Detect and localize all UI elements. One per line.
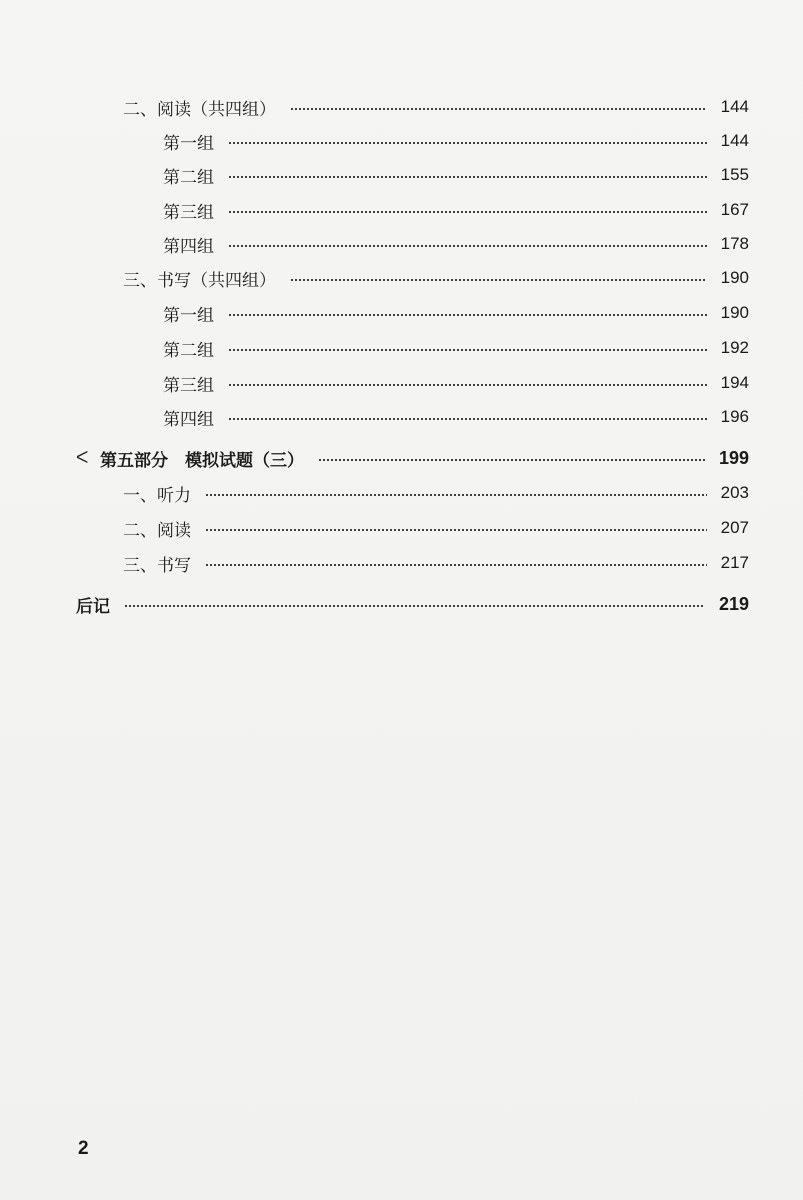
- toc-entry-label: 二、阅读: [123, 520, 191, 541]
- section-marker-icon: ᐸ: [76, 448, 89, 468]
- toc-entry-label: 第五部分 模拟试题（三）: [100, 450, 304, 471]
- toc-page-number: 144: [720, 97, 749, 116]
- toc-page-number: 190: [720, 303, 749, 322]
- toc-page-number: 217: [720, 553, 749, 572]
- toc-entry-part5-reading[interactable]: [123, 513, 749, 543]
- toc-entry-label: 一、听力: [123, 485, 191, 506]
- toc-entry-label: 三、书写（共四组）: [123, 270, 276, 291]
- toc-page-number: 167: [720, 200, 749, 219]
- toc-entry-reading-group-1[interactable]: [163, 126, 749, 156]
- toc-entry-reading-group-3[interactable]: [163, 195, 749, 225]
- toc-entry-label: 第一组: [163, 133, 214, 154]
- dot-leader: [318, 459, 705, 461]
- dot-leader: [228, 142, 707, 144]
- dot-leader: [228, 384, 707, 386]
- toc-entry-label: 后记: [76, 596, 110, 617]
- dot-leader: [228, 418, 707, 420]
- dot-leader: [228, 349, 707, 351]
- toc-entry-reading[interactable]: [123, 92, 749, 122]
- toc-entry-reading-group-4[interactable]: [163, 229, 749, 259]
- toc-page-number: 192: [720, 338, 749, 357]
- toc-entry-postscript[interactable]: [76, 589, 749, 619]
- dot-leader: [290, 108, 707, 110]
- toc-entry-label: 第三组: [163, 375, 214, 396]
- toc-page-number: 196: [720, 407, 749, 426]
- toc-entry-label: 第四组: [163, 409, 214, 430]
- toc-entry-label: 第二组: [163, 340, 214, 361]
- toc-page-number: 144: [720, 131, 749, 150]
- dot-leader: [205, 564, 707, 566]
- toc-page-number: 190: [720, 268, 749, 287]
- toc-entry-writing-group-1[interactable]: [163, 298, 749, 328]
- toc-entry-part5-writing[interactable]: [123, 548, 749, 578]
- toc-entry-reading-group-2[interactable]: [163, 160, 749, 190]
- toc-entry-writing-group-3[interactable]: [163, 368, 749, 398]
- toc-entry-label: 第三组: [163, 202, 214, 223]
- toc-entry-label: 第四组: [163, 236, 214, 257]
- toc-page-number: 199: [718, 447, 749, 468]
- toc-page-number: 194: [720, 373, 749, 392]
- toc-entry-writing-group-4[interactable]: [163, 402, 749, 432]
- toc-entry-writing-group-2[interactable]: [163, 333, 749, 363]
- dot-leader: [290, 279, 707, 281]
- dot-leader: [124, 605, 705, 607]
- toc-page-number: 207: [720, 518, 749, 537]
- toc-page-number: 155: [720, 165, 749, 184]
- toc-entry-part5[interactable]: [76, 443, 749, 473]
- toc-entry-label: 二、阅读（共四组）: [123, 99, 276, 120]
- toc-entry-label: 三、书写: [123, 555, 191, 576]
- toc-entry-part5-listening[interactable]: [123, 478, 749, 508]
- dot-leader: [205, 494, 707, 496]
- dot-leader: [228, 314, 707, 316]
- toc-entry-label: 第一组: [163, 305, 214, 326]
- dot-leader: [228, 176, 707, 178]
- dot-leader: [228, 211, 707, 213]
- toc-entry-writing[interactable]: [123, 263, 749, 293]
- toc-entry-label: 第二组: [163, 167, 214, 188]
- toc-page-number: 203: [720, 483, 749, 502]
- page-number: 2: [78, 1138, 89, 1159]
- dot-leader: [205, 529, 707, 531]
- toc-page-number: 178: [720, 234, 749, 253]
- toc-page-number: 219: [718, 593, 749, 614]
- dot-leader: [228, 245, 707, 247]
